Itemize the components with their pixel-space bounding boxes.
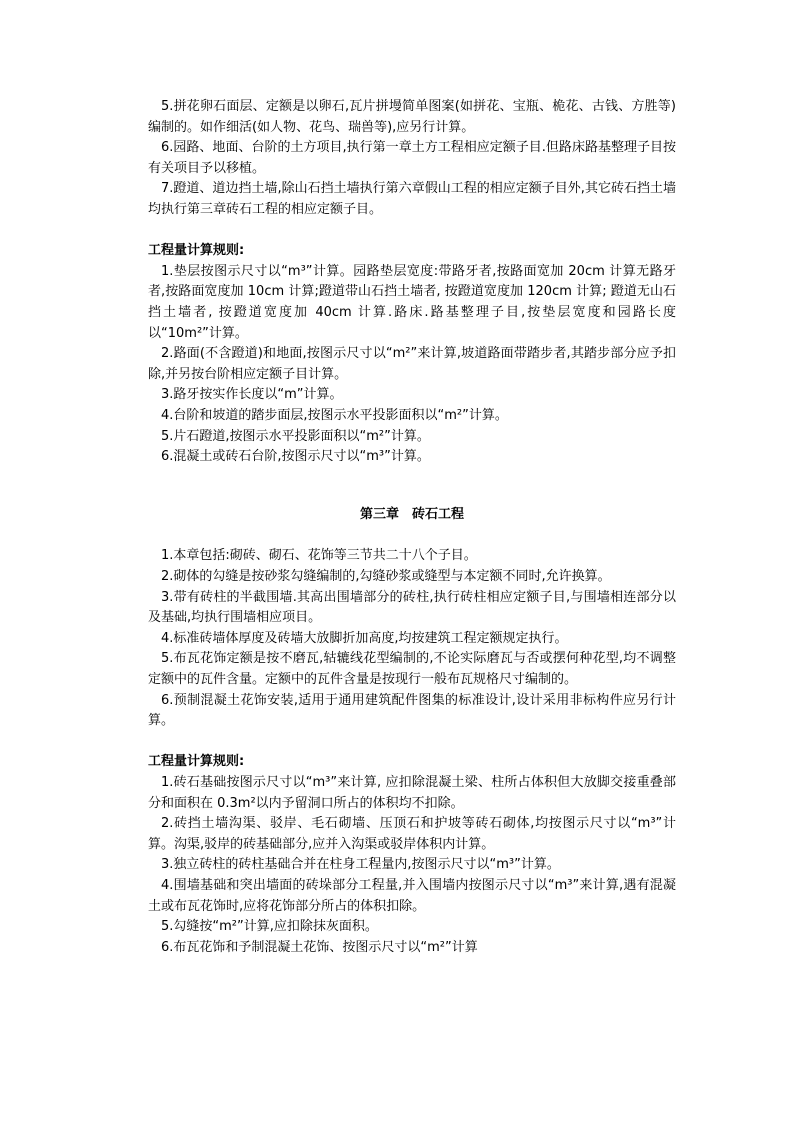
spacer	[148, 488, 676, 505]
chapter-3-rule-4: 4.围墙基础和突出墙面的砖垛部分工程量,并入围墙内按图示尺寸以“m³”来计算,遇有混凝土或布瓦花饰时,应将花饰部分所占的体积扣除。	[148, 877, 676, 914]
chapter-3-item-5: 5.布瓦花饰定额是按不磨瓦,轱辘线花型编制的,不论实际磨瓦与否或摆何种花型,均不调整定额中的瓦件含量。定额中的瓦件含量是按现行一般布瓦规格尺寸编制的。	[148, 651, 676, 688]
chapter-3-rule-1: 1.砖石基础按图示尺寸以“m³”来计算, 应扣除混凝土梁、柱所占体积但大放脚交接重叠部分和面积在 0.3m²以内予留洞口所占的体积均不扣除。	[148, 775, 676, 811]
section-a-rules-heading: 工程量计算规则:	[148, 243, 245, 259]
chapter-3-item-1: 1.本章包括:砌砖、砌石、花饰等三节共二十八个子目。	[161, 548, 477, 564]
spacer	[148, 732, 676, 753]
section-a-item-7: 7.蹬道、道边挡土墙,除山石挡土墙执行第六章假山工程的相应定额子目外,其它砖石挡土墙均执行第三章砖石工程的相应定额子目。	[148, 181, 676, 217]
chapter-3-rule-3: 3.独立砖柱的砖柱基础合并在柱身工程量内,按图示尺寸以“m³”计算。	[161, 857, 560, 873]
chapter-3-rules-heading: 工程量计算规则:	[148, 754, 245, 770]
section-a-rule-4: 4.台阶和坡道的踏步面层,按图示水平投影面积以“m²”计算。	[161, 407, 508, 423]
chapter-3-rule-6: 6.布瓦花饰和予制混凝土花饰、按图示尺寸以“m²”计算	[161, 939, 478, 955]
chapter-3-item-6: 6.预制混凝土花饰安装,适用于通用建筑配件图集的标准设计,设计采用非标构件应另行计算。	[148, 692, 676, 729]
chapter-3-rule-2: 2.砖挡土墙沟渠、驳岸、毛石砌墙、压顶石和护坡等砖石砌体,均按图示尺寸以“m³”计算。沟渠,驳岸的砖基础部分,应并入沟渠或驳岸体积内计算。	[148, 816, 676, 852]
section-a-rule-2: 2.路面(不含蹬道)和地面,按图示尺寸以“m²”来计算,坡道路面带踏步者,其踏步部分应予扣除,并另按台阶相应定额子目计算。	[148, 346, 676, 382]
chapter-3-title: 第三章 砖石工程	[359, 507, 464, 523]
chapter-3-rule-5: 5.勾缝按“m²”计算,应扣除抹灰面积。	[161, 919, 378, 935]
section-a-rule-1: 1.垫层按图示尺寸以“m³”计算。园路垫层宽度:带路牙者,按路面宽加 20cm 计算无路牙者,按路面宽度加 10cm 计算;蹬道带山石挡土墙者, 按蹬道宽度加 120cm 计算; 蹬道无山石挡土墙者, 按蹬道宽度加 40cm 计算.路床.路基整理子目,按垫层宽度和园路长度以“10m²”计算。	[148, 263, 676, 341]
spacer	[148, 468, 676, 489]
section-a-item-5: 5.拼花卵石面层、定额是以卵石,瓦片拼墁简单图案(如拼花、宝瓶、桅花、古钱、方胜等)编制的。如作细活(如人物、花鸟、瑞兽等),应另行计算。	[148, 99, 676, 135]
chapter-3-item-4: 4.标准砖墙体厚度及砖墙大放脚折加高度,均按建筑工程定额规定执行。	[161, 630, 568, 646]
section-a-rule-6: 6.混凝土或砖石台阶,按图示尺寸以“m³”计算。	[161, 449, 430, 465]
section-a-item-6: 6.园路、地面、台阶的土方项目,执行第一章土方工程相应定额子目.但路床路基整理子目按有关项目予以移植。	[148, 140, 676, 176]
spacer	[148, 221, 676, 242]
section-a-rule-5: 5.片石蹬道,按图示水平投影面积以“m²”计算。	[161, 428, 430, 444]
document-page	[148, 97, 676, 958]
section-a-rule-3: 3.路牙按实作长度以“m”计算。	[161, 387, 343, 403]
spacer	[148, 526, 676, 547]
chapter-3-item-3: 3.带有砖柱的半截围墙.其高出围墙部分的砖柱,执行砖柱相应定额子目,与围墙相连部分以及基础,均执行围墙相应项目。	[148, 589, 676, 626]
chapter-3-item-2: 2.砌体的勾缝是按砂浆勾缝编制的,勾缝砂浆或缝型与本定额不同时,允许换算。	[161, 569, 611, 585]
